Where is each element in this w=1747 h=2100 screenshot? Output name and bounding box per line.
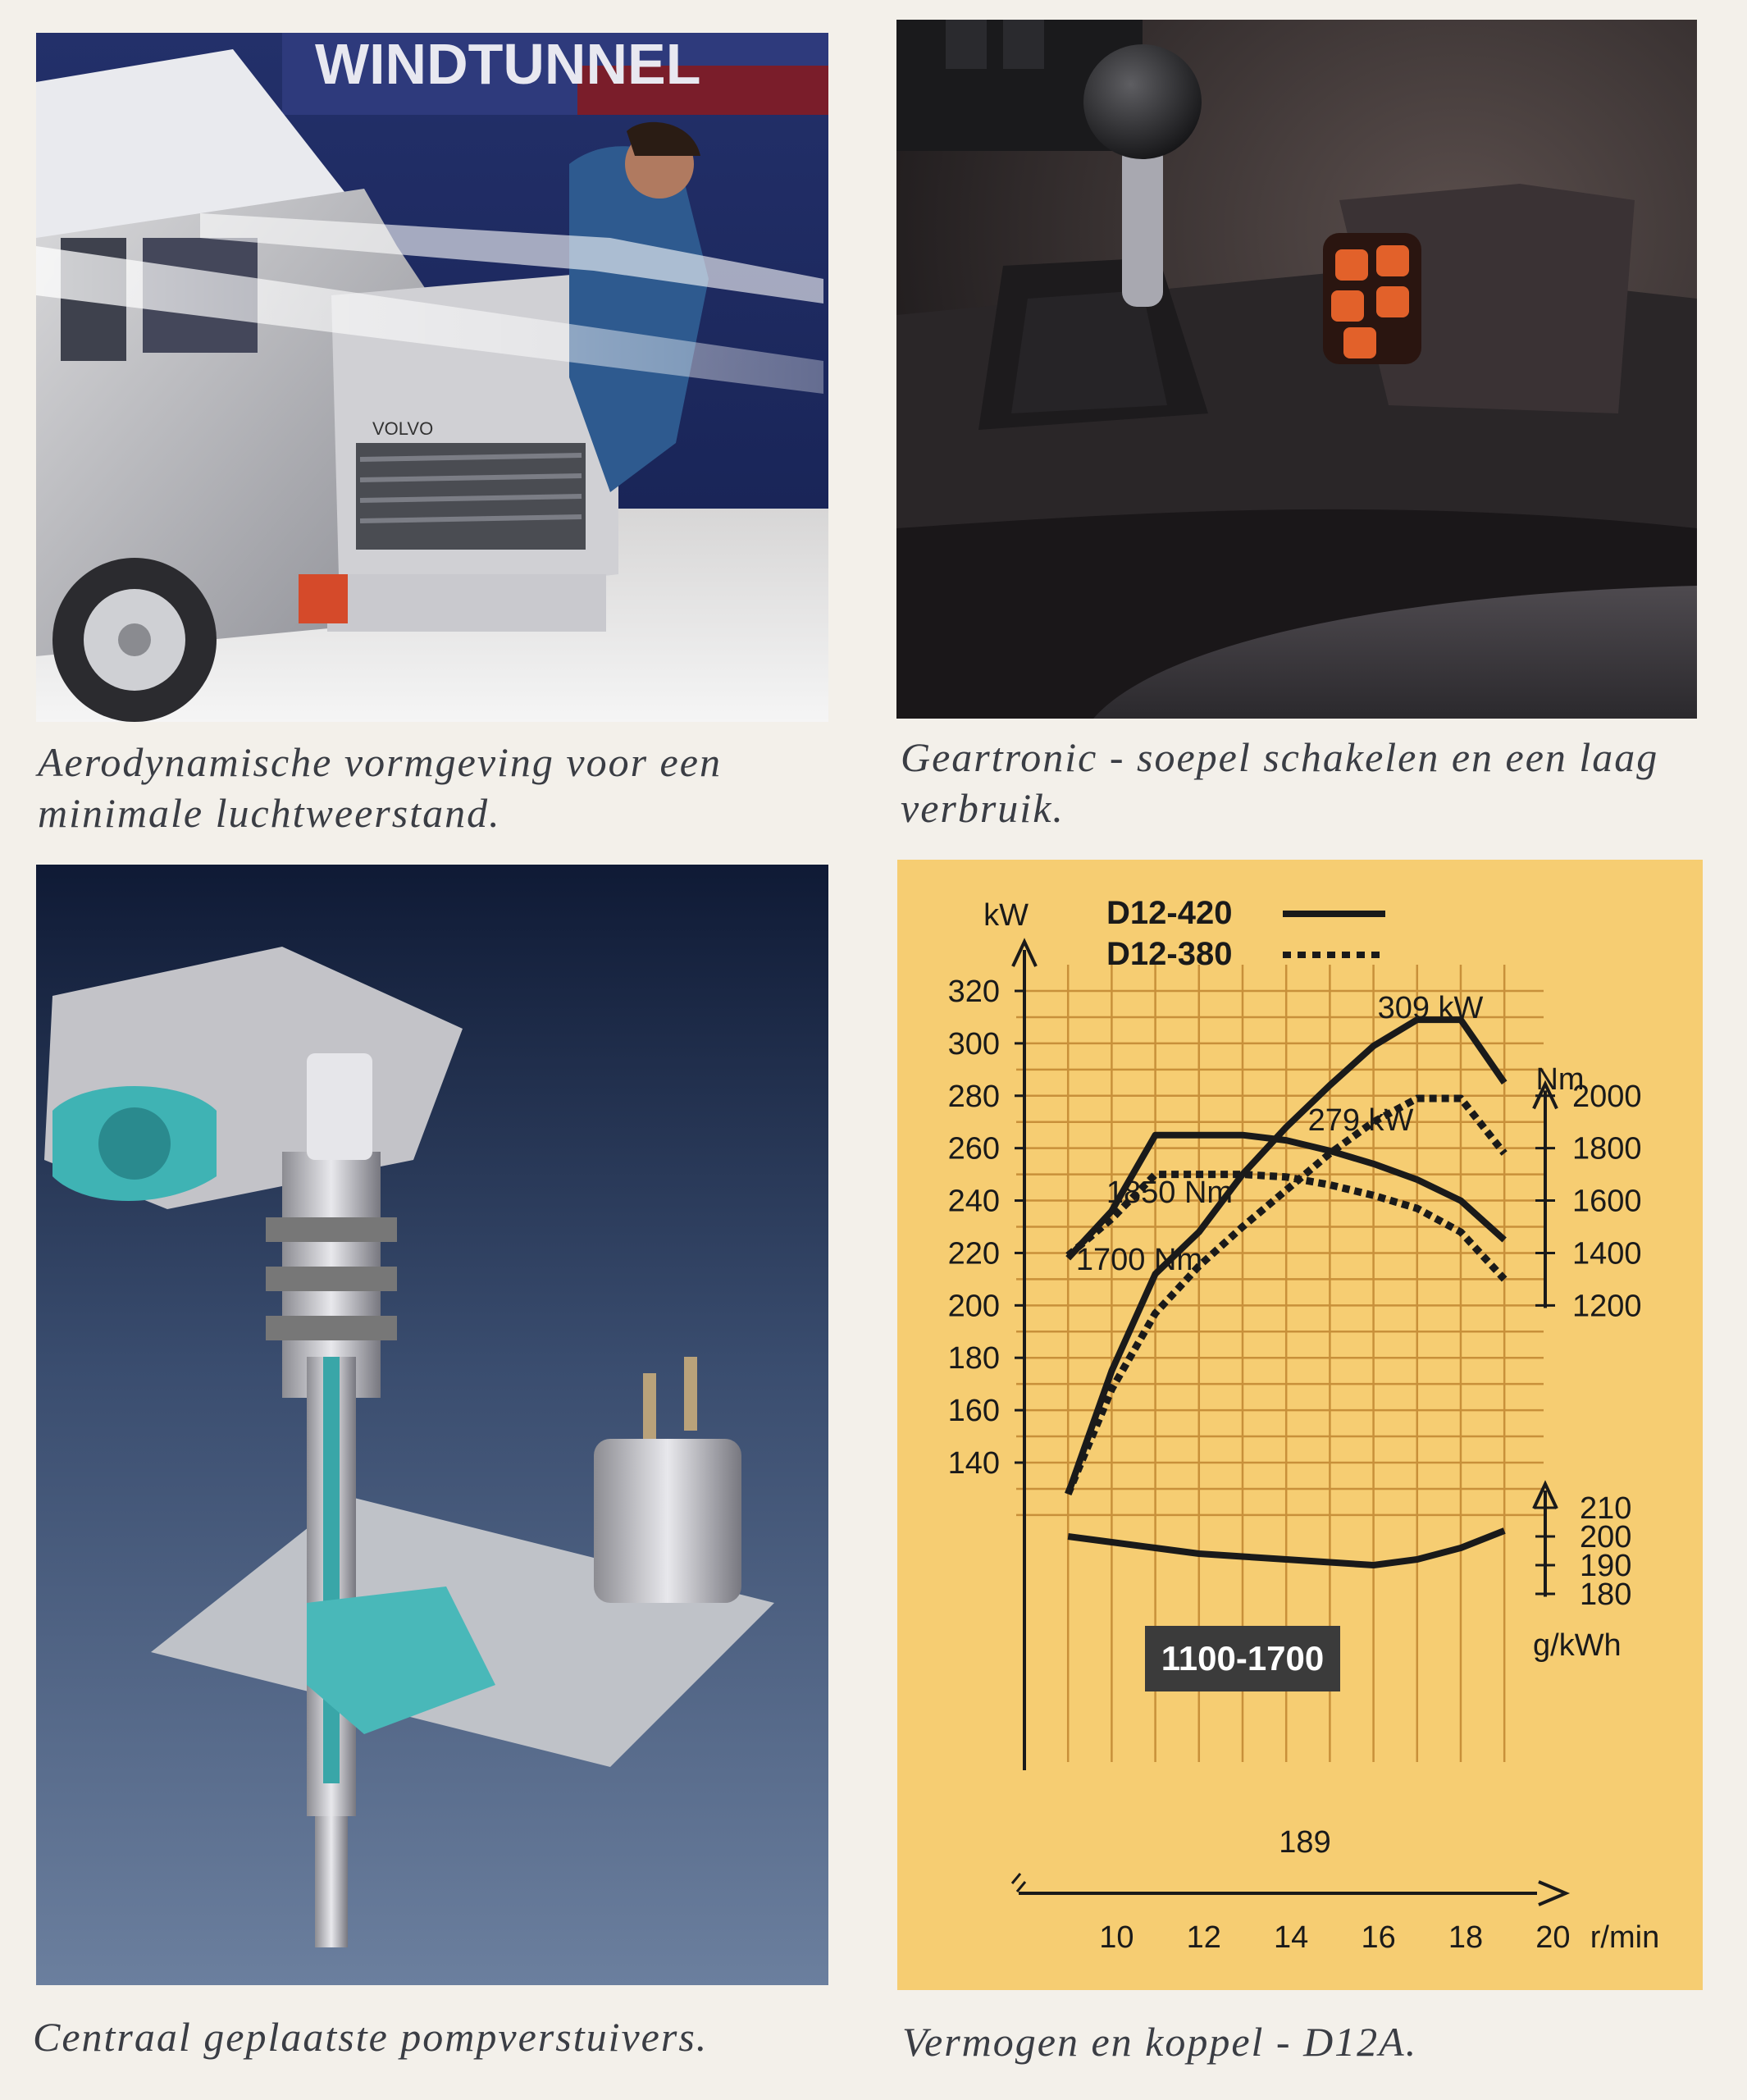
torque-axis-label: Nm: [1535, 1062, 1585, 1097]
truck-badge: VOLVO: [372, 418, 434, 439]
windtunnel-truck-photo: [36, 33, 828, 722]
consumption-tick-label: 180: [1580, 1577, 1632, 1612]
power-tick-label: 320: [947, 975, 1000, 1009]
caption-aerodynamics: [38, 737, 722, 838]
annotation-peak-380: 279 kW: [1307, 1103, 1414, 1138]
power-tick-label: 280: [947, 1079, 1000, 1114]
caption-injectors: [33, 2011, 708, 2062]
annotation-torque-420: 1850 Nm: [1106, 1176, 1234, 1210]
consumption-tick-label: 210: [1580, 1491, 1632, 1526]
rpm-band-label: 1100-1700: [1161, 1639, 1325, 1678]
unit-injector-illustration: [36, 865, 828, 1985]
x-axis-label: r/min: [1590, 1920, 1660, 1955]
annotation-peak-420: 309 kW: [1377, 991, 1484, 1025]
chart-ticks: [948, 898, 1660, 1955]
caption-line: minimale luchtweerstand.: [38, 790, 501, 836]
power-tick-label: 260: [947, 1131, 1000, 1166]
annotation-torque-380: 1700 Nm: [1075, 1243, 1203, 1277]
power-tick-label: 240: [947, 1184, 1000, 1219]
chart-legend: [1106, 895, 1385, 972]
gear-lever-illustration: [896, 20, 1697, 719]
power-tick-label: 180: [947, 1341, 1000, 1376]
caption-line: verbruik.: [901, 785, 1065, 831]
torque-tick-label: 1600: [1572, 1184, 1642, 1219]
x-tick-label: 18: [1448, 1920, 1484, 1955]
x-tick-label: 12: [1186, 1920, 1221, 1955]
windtunnel-sign: WINDTUNNEL: [315, 33, 701, 96]
torque-tick-label: 1400: [1572, 1236, 1642, 1271]
consumption-axis-label: g/kWh: [1533, 1628, 1622, 1663]
power-torque-chart: [897, 860, 1703, 1990]
consumption-tick-label: 200: [1580, 1520, 1632, 1554]
caption-power-torque: [902, 2016, 1417, 2067]
caption-line: Aerodynamische vormgeving voor een: [38, 739, 722, 785]
annotation-min-consumption: 189: [1279, 1825, 1331, 1860]
power-tick-label: 300: [947, 1026, 1000, 1061]
power-tick-label: 220: [947, 1236, 1000, 1271]
injector-cutaway: [36, 865, 828, 1985]
power-tick-label: 140: [947, 1446, 1000, 1481]
x-tick-label: 10: [1099, 1920, 1134, 1955]
power-tick-label: 200: [947, 1289, 1000, 1324]
torque-tick-label: 1200: [1572, 1289, 1642, 1324]
caption-geartronic: [901, 732, 1658, 833]
x-tick-label: 16: [1361, 1920, 1396, 1955]
power-tick-label: 160: [947, 1394, 1000, 1429]
axis-break-mark: [1012, 1874, 1025, 1892]
geartronic-photo: [896, 20, 1697, 719]
caption-line: Vermogen en koppel - D12A.: [902, 2019, 1418, 2065]
legend-label: D12-420: [1106, 895, 1233, 931]
caption-line: Centraal geplaatste pompverstuivers.: [33, 2014, 709, 2060]
legend-label: D12-380: [1106, 936, 1233, 972]
x-tick-label: 14: [1274, 1920, 1309, 1955]
x-tick-label: 20: [1535, 1920, 1571, 1955]
caption-line: Geartronic - soepel schakelen en een laag: [901, 734, 1659, 780]
windtunnel-truck-illustration: [36, 33, 828, 722]
torque-tick-label: 1800: [1572, 1131, 1642, 1166]
consumption-tick-label: 190: [1580, 1549, 1632, 1583]
power-axis-label: kW: [983, 898, 1029, 933]
torque-tick-label: 2000: [1572, 1079, 1642, 1114]
x-axis-arrow: [1539, 1882, 1566, 1905]
chart-canvas: [897, 860, 1703, 1990]
